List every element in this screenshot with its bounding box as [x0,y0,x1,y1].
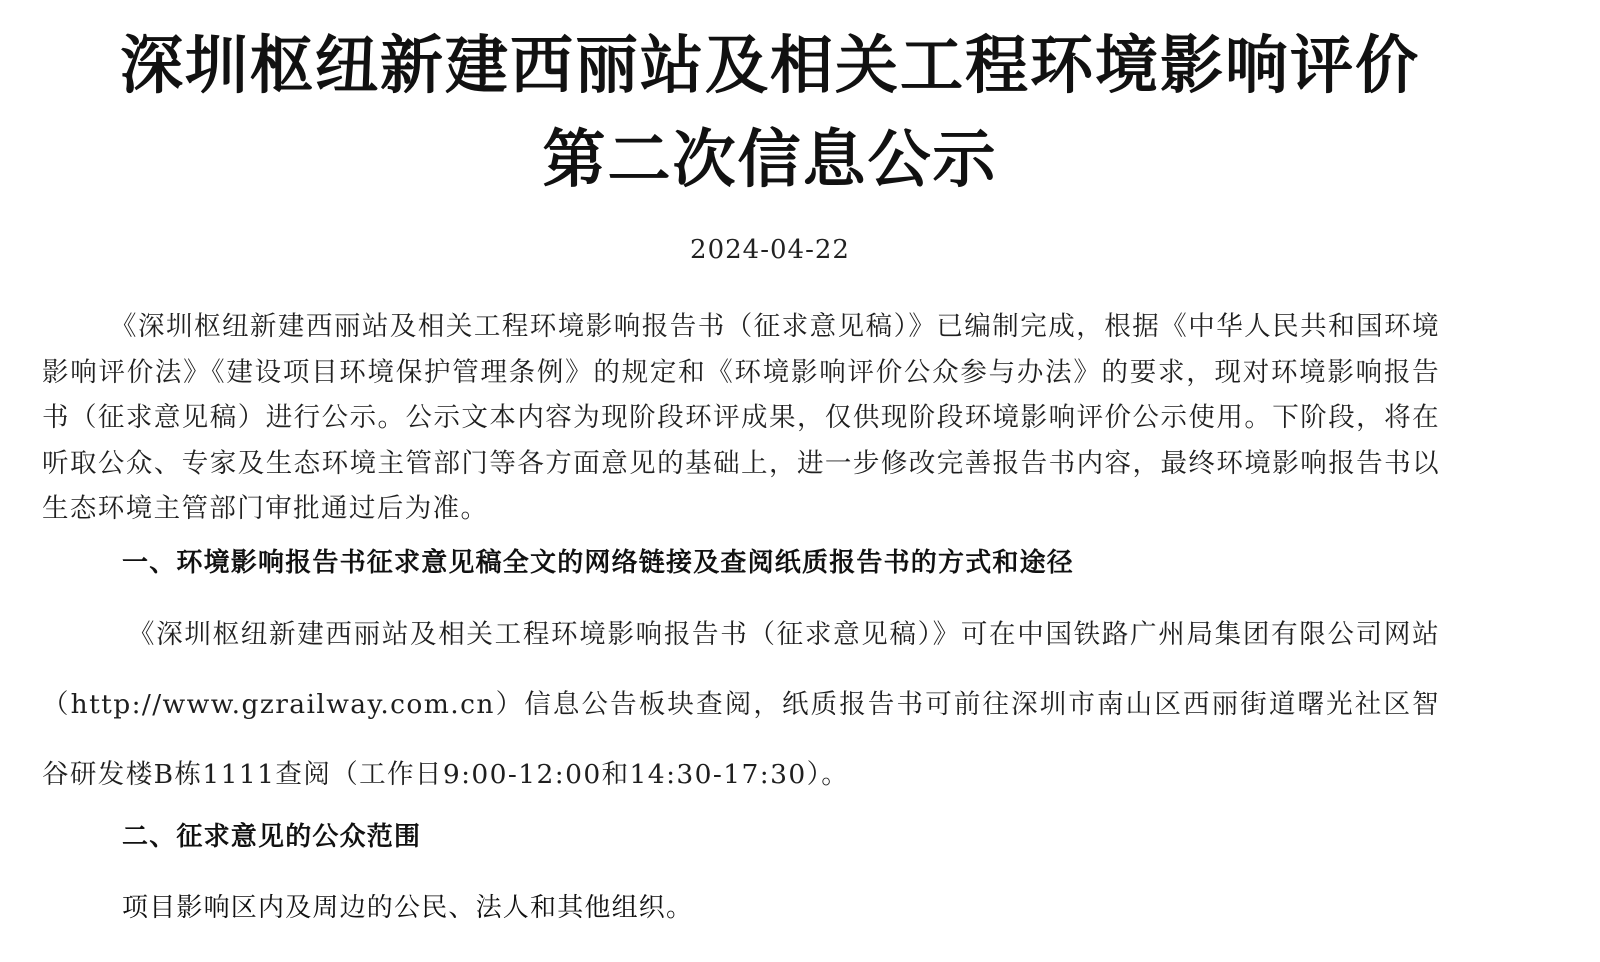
section-1-body: 《深圳枢纽新建西丽站及相关工程环境影响报告书（征求意见稿）》可在中国铁路广州局集团有限公司网站（http://www.gzrailway.com.cn）信息公告板块查阅，纸质报告书可前往深圳市南山区西丽街道曙光社区智谷研发楼B栋1111查阅（工作日9:00-12:00和14:30-17:30）。 [42,619,1440,790]
section-2-heading: 二、征求意见的公众范围 [122,822,422,852]
intro-paragraph: 《深圳枢纽新建西丽站及相关工程环境影响报告书（征求意见稿）》已编制完成，根据《中华人民共和国环境影响评价法》《建设项目环境保护管理条例》的规定和《环境影响评价公众参与办法》的要求，现对环境影响报告书（征求意见稿）进行公示。公示文本内容为现阶段环评成果，仅供现阶段环境影响评价公示使用。下阶段，将在听取公众、专家及生态环境主管部门等各方面意见的基础上，进一步修改完善报告书内容，最终环境影响报告书以生态环境主管部门审批通过后为准。 [42,311,1440,524]
section-1-heading: 一、环境影响报告书征求意见稿全文的网络链接及查阅纸质报告书的方式和途径 [122,548,1075,578]
publish-date: 2024-04-22 [690,235,850,265]
section-2-body: 项目影响区内及周边的公民、法人和其他组织。 [122,893,694,923]
document-title-line-1: 深圳枢纽新建西丽站及相关工程环境影响评价 [120,29,1420,102]
document-title-line-2: 第二次信息公示 [542,123,998,196]
